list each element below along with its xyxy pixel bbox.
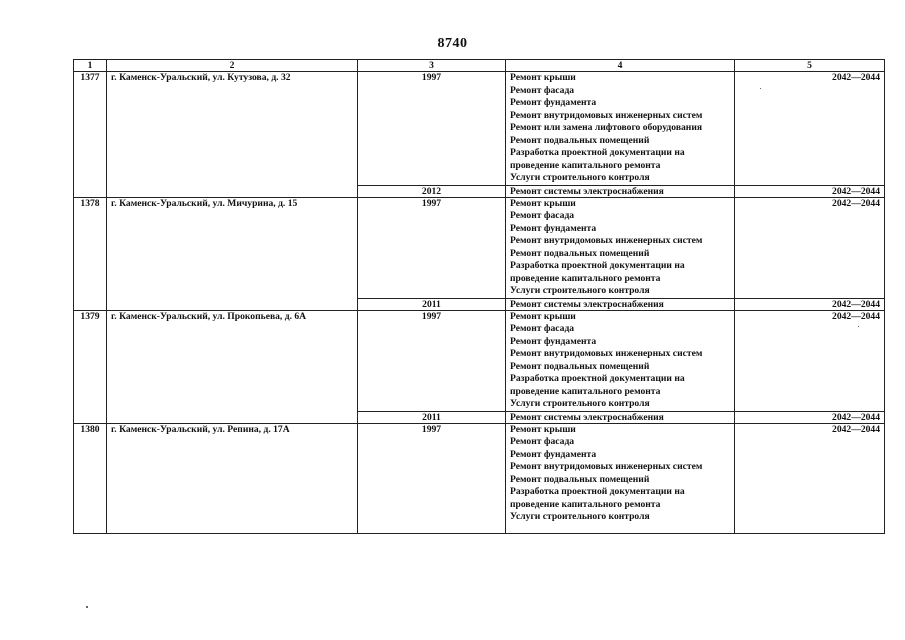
work-item: Ремонт подвальных помещений [510,247,650,259]
table-row [74,197,885,298]
subrow-year: 2011 [358,411,506,423]
column-header-1: 1 [74,60,107,72]
work-item: Услуги строительного контроля [510,285,650,296]
work-item: Ремонт крыши [510,72,576,83]
work-item: Ремонт фундамента [510,335,597,347]
work-item: Ремонт или замена лифтового оборудования [510,122,703,133]
work-item: Услуги строительного контроля [510,511,650,522]
work-item: Ремонт фасада [510,436,575,447]
subrow-work: Ремонт системы электроснабжения [506,411,735,423]
work-item: Ремонт крыши [510,310,576,322]
works-cell [506,197,735,298]
works-cell [506,72,735,186]
work-item: Ремонт крыши [510,423,576,435]
repair-period: 2042—2044 [735,423,885,533]
repair-schedule-table [73,59,885,534]
work-item: Услуги строительного контроля [510,172,650,183]
work-item: Разработка проектной документации на [510,373,685,384]
work-item: Разработка проектной документации на [510,486,685,497]
work-item: проведение капитального ремонта [510,385,661,397]
work-item: Ремонт внутридомовых инженерных систем [510,461,703,472]
work-item: Ремонт фасада [510,210,575,221]
commission-year: 1997 [358,423,506,533]
work-item: Ремонт подвальных помещений [510,360,650,372]
subrow-year: 2011 [358,298,506,310]
header-row [74,60,885,72]
works-list [510,424,730,524]
column-header-3: 3 [358,60,506,72]
page-number: 8740 [437,36,468,51]
work-item: Ремонт фундамента [510,97,597,108]
works-list [510,311,730,411]
work-item: Ремонт внутридомовых инженерных систем [510,109,703,121]
building-address: г. Каменск-Уральский, ул. Мичурина, д. 15 [107,197,358,310]
commission-year: 1997 [358,72,506,186]
repair-period: 2042—2044 [735,197,885,298]
works-list [510,72,730,185]
work-item: Ремонт фундамента [510,222,597,234]
record-number: 1379 [74,310,107,423]
work-item: Ремонт внутридомовых инженерных систем [510,348,703,359]
table-header [74,60,885,72]
column-header-2: 2 [107,60,358,72]
scan-speck [760,88,761,89]
column-header-5: 5 [735,60,885,72]
work-item: проведение капитального ремонта [510,272,661,284]
work-item: проведение капитального ремонта [510,498,661,510]
work-item: Ремонт подвальных помещений [510,473,650,485]
record-number: 1380 [74,423,107,533]
table-row [74,423,885,533]
repair-period: 2042—2044 [735,310,885,411]
work-item: Разработка проектной документации на [510,260,685,271]
works-list [510,198,730,298]
table-row [74,72,885,186]
repair-period: 2042—2044 [735,72,885,186]
column-header-4: 4 [506,60,735,72]
scan-speck [86,606,88,608]
building-address: г. Каменск-Уральский, ул. Кутузова, д. 32 [107,72,358,198]
building-address: г. Каменск-Уральский, ул. Репина, д. 17А [107,423,358,533]
subrow-period: 2042—2044 [735,185,885,197]
work-item: Услуги строительного контроля [510,398,650,409]
work-item: Ремонт фасада [510,84,575,96]
subrow-period: 2042—2044 [735,411,885,423]
work-item: проведение капитального ремонта [510,159,661,171]
commission-year: 1997 [358,310,506,411]
table-body [74,72,885,534]
work-item: Ремонт подвальных помещений [510,134,650,146]
subrow-year: 2012 [358,185,506,197]
works-cell [506,423,735,533]
commission-year: 1997 [358,197,506,298]
subrow-work: Ремонт системы электроснабжения [506,298,735,310]
building-address: г. Каменск-Уральский, ул. Прокопьева, д. 6А [107,310,358,423]
table-row [74,310,885,411]
work-item: Ремонт крыши [510,197,576,209]
work-item: Ремонт внутридомовых инженерных систем [510,235,703,246]
works-cell [506,310,735,411]
subrow-work: Ремонт системы электроснабжения [506,185,735,197]
work-item: Разработка проектной документации на [510,147,685,158]
record-number: 1377 [74,72,107,198]
record-number: 1378 [74,197,107,310]
work-item: Ремонт фундамента [510,448,597,460]
scan-speck [858,326,859,327]
subrow-period: 2042—2044 [735,298,885,310]
work-item: Ремонт фасада [510,323,575,334]
